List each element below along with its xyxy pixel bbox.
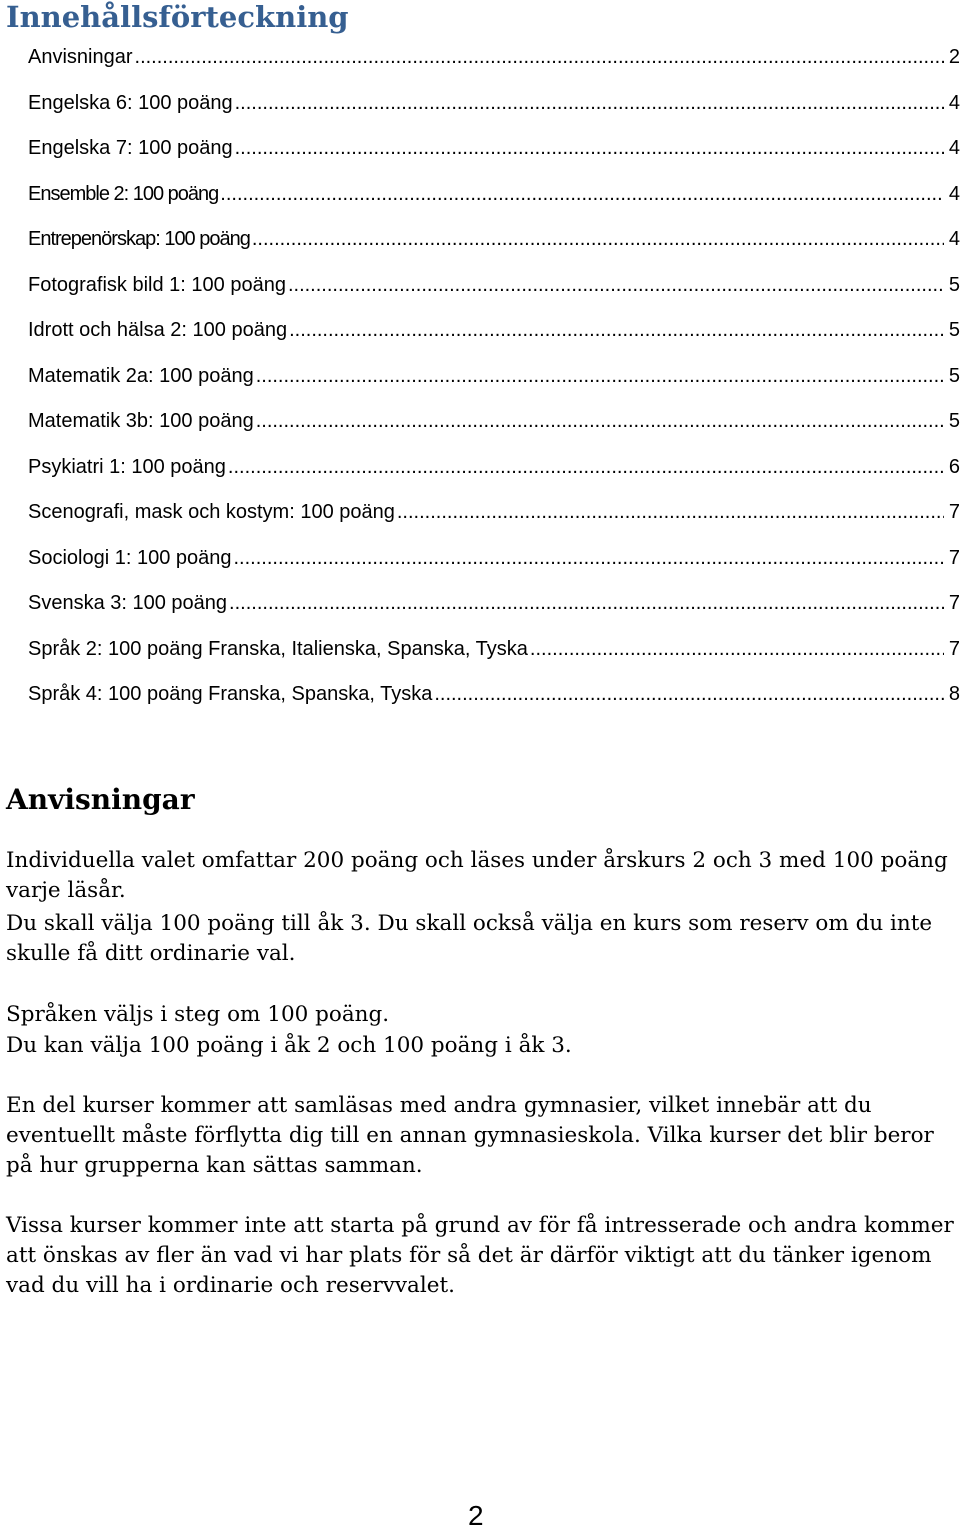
toc-dot-leader [434,677,944,711]
toc-entry-page: 5 [948,319,960,341]
toc-dot-leader [235,86,944,120]
toc-entry-page: 4 [948,182,960,205]
toc-entry-page: 8 [948,683,960,705]
toc-dot-leader [235,131,944,165]
table-of-contents [28,40,960,723]
paragraph-languages-steps: Språken väljs i steg om 100 poäng. [6,1002,390,1027]
toc-entry-label: Sociologi 1: 100 poäng [28,546,232,569]
toc-dot-leader [229,586,944,620]
toc-entry-scenografi[interactable] [28,495,960,541]
toc-entry-sociologi-1[interactable] [28,541,960,587]
toc-entry-page: 4 [948,91,960,114]
toc-dot-leader [256,359,944,393]
toc-entry-psykiatri-1[interactable] [28,450,960,496]
toc-entry-engelska-7[interactable] [28,131,960,177]
toc-entry-label: Ensemble 2: 100 poäng [28,182,219,205]
paragraph-individual-choice: Individuella valet omfattar 200 poäng och läses under årskurs 2 och 3 med 100 poäng varje läsår. [6,848,948,903]
toc-entry-svenska-3[interactable] [28,586,960,632]
toc-entry-label: Engelska 6: 100 poäng [28,91,233,114]
paragraph-languages-years: Du kan välja 100 poäng i åk 2 och 100 poäng i åk 3. [6,1033,572,1058]
toc-entry-page: 7 [948,501,960,523]
toc-entry-page: 7 [948,546,960,569]
toc-entry-label: Idrott och hälsa 2: 100 poäng [28,319,288,341]
toc-dot-leader [220,177,944,211]
toc-entry-page: 6 [948,455,960,478]
toc-entry-matematik-3b[interactable] [28,404,960,450]
toc-entry-page: 7 [948,637,960,660]
toc-entry-page: 5 [948,364,960,387]
toc-dot-leader [234,541,945,575]
toc-dot-leader [530,632,944,666]
toc-entry-sprak-2[interactable] [28,632,960,678]
toc-entry-entrepenorskap[interactable] [28,222,960,268]
toc-dot-leader [288,268,944,302]
section-heading: Anvisningar [6,783,195,816]
toc-entry-label: Engelska 7: 100 poäng [28,137,233,159]
toc-entry-anvisningar[interactable] [28,40,960,86]
toc-entry-fotografisk-bild-1[interactable] [28,268,960,314]
paragraph-shared-courses: En del kurser kommer att samläsas med andra gymnasier, vilket innebär att du eventuellt måste förflytta dig till en annan gymnasieskola. Vilka kurser det blir beror på hur grupperna kan sättas samman. [6,1093,934,1178]
toc-entry-label: Språk 2: 100 poäng Franska, Italienska, Spanska, Tyska [28,637,528,660]
toc-entry-engelska-6[interactable] [28,86,960,132]
toc-entry-matematik-2a[interactable] [28,359,960,405]
toc-dot-leader [228,450,944,484]
toc-entry-page: 5 [948,273,960,296]
toc-entry-label: Scenografi, mask och kostym: 100 poäng [28,501,395,523]
toc-entry-idrott-och-halsa-2[interactable] [28,313,960,359]
toc-entry-label: Matematik 3b: 100 poäng [28,410,254,432]
toc-entry-page: 7 [948,592,960,614]
toc-entry-page: 2 [948,46,960,68]
toc-entry-sprak-4[interactable] [28,677,960,723]
toc-dot-leader [252,222,944,256]
toc-entry-label: Anvisningar [28,46,133,68]
paragraph-course-availability: Vissa kurser kommer inte att starta på grund av för få intresserade och andra kommer att önskas av fler än vad vi har plats för så det är därför viktigt att du tänker igenom vad du vill ha i ordinarie och reservvalet. [6,1213,954,1298]
toc-entry-page: 4 [948,228,960,250]
toc-entry-label: Psykiatri 1: 100 poäng [28,455,226,478]
toc-entry-label: Matematik 2a: 100 poäng [28,364,254,387]
toc-entry-ensemble-2[interactable] [28,177,960,223]
toc-entry-page: 5 [948,410,960,432]
page-number: 2 [468,1500,484,1531]
toc-dot-leader [289,313,944,347]
paragraph-choose-course: Du skall välja 100 poäng till åk 3. Du skall också välja en kurs som reserv om du inte skulle få ditt ordinarie val. [6,911,933,966]
toc-dot-leader [256,404,944,438]
toc-dot-leader [135,40,944,74]
toc-entry-page: 4 [948,137,960,159]
toc-title: Innehållsförteckning [6,0,349,34]
toc-dot-leader [397,495,944,529]
toc-entry-label: Fotografisk bild 1: 100 poäng [28,273,286,296]
toc-entry-label: Entrepenörskap: 100 poäng [28,228,250,250]
toc-entry-label: Svenska 3: 100 poäng [28,592,228,614]
toc-entry-label: Språk 4: 100 poäng Franska, Spanska, Tyska [28,683,433,705]
